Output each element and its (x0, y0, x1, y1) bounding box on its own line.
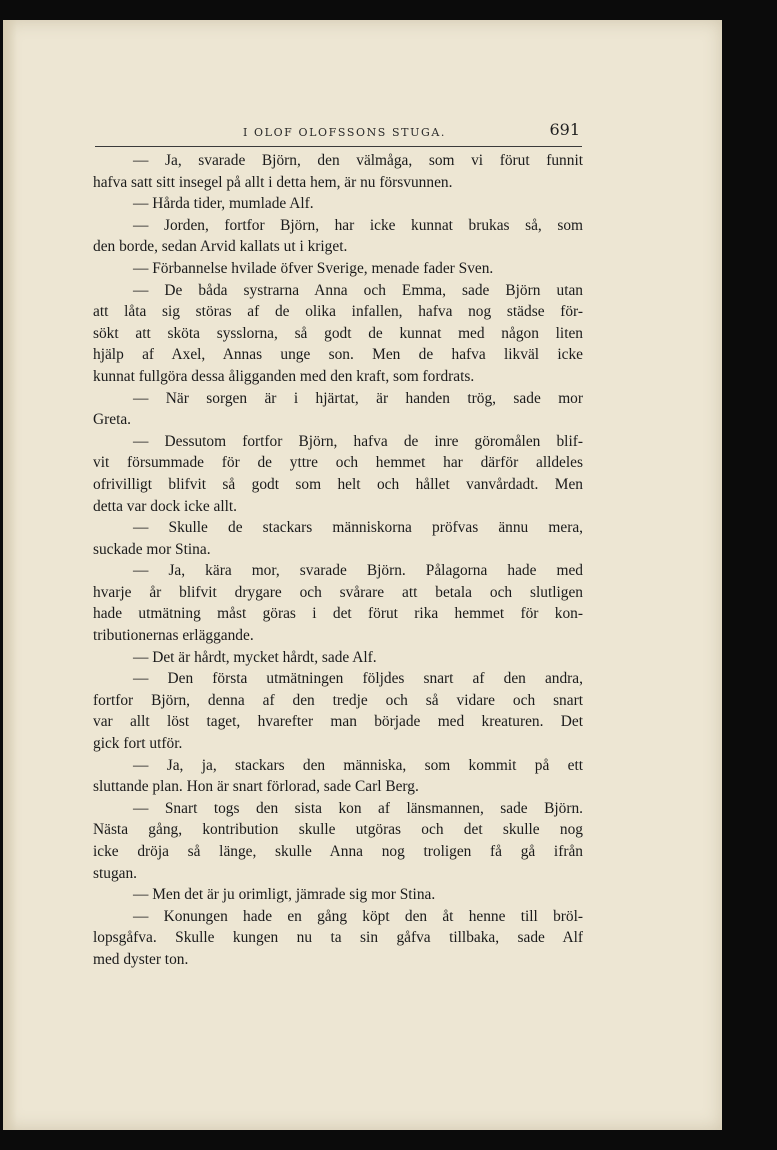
text-line: sökt att sköta sysslorna, så godt de kunnat med någon liten (93, 324, 583, 342)
text-line: hjälp af Axel, Annas unge son. Men de hafva likväl icke (93, 346, 583, 364)
text-line: — Men det är ju orimligt, jämrade sig mor Stina. (133, 886, 436, 904)
text-line: — Ja, ja, stackars den människa, som kommit på ett (133, 756, 583, 774)
page-number: 691 (549, 120, 580, 139)
text-line: — Dessutom fortfor Björn, hafva de inre göromålen blif- (133, 432, 583, 450)
text-line: hade utmätning måst göras i det förut rika hemmet för kon- (93, 605, 583, 623)
text-line: kunnat fullgöra dessa åligganden med den kraft, som fordrats. (93, 367, 475, 385)
book-page (3, 20, 722, 1130)
text-line: — Konungen hade en gång köpt den åt henne till bröl- (133, 907, 583, 925)
text-line: Greta. (93, 411, 132, 429)
text-line: hafva satt sitt insegel på allt i detta hem, är nu försvunnen. (93, 173, 453, 191)
text-line: suckade mor Stina. (93, 540, 211, 558)
text-line: Nästa gång, kontribution skulle utgöras och det skulle nog (93, 821, 583, 839)
text-line: — Hårda tider, mumlade Alf. (133, 195, 314, 213)
text-line: att låta sig störas af de olika infallen, hafva nog städse för- (93, 303, 583, 321)
gutter-shadow (3, 20, 17, 1130)
running-title: I OLOF OLOFSSONS STUGA. (243, 126, 447, 139)
text-line: — Ja, kära mor, svarade Björn. Pålagorna hade med (133, 562, 583, 580)
text-line: var allt löst taget, hvarefter man började med kreaturen. Det (93, 713, 583, 731)
text-line: — De båda systrarna Anna och Emma, sade Björn utan (133, 281, 583, 299)
text-line: lopsgåfva. Skulle kungen nu ta sin gåfva tillbaka, sade Alf (93, 929, 583, 947)
text-line: den borde, sedan Arvid kallats ut i kriget. (93, 238, 348, 256)
text-line: — Det är hårdt, mycket hårdt, sade Alf. (133, 648, 377, 666)
text-line: — Jorden, fortfor Björn, har icke kunnat brukas så, som (133, 216, 583, 234)
text-line: gick fort utför. (93, 735, 183, 753)
text-line: hvarje år blifvit drygare och svårare att betala och slutligen (93, 583, 583, 601)
body-text (93, 150, 583, 971)
text-line: — Ja, svarade Björn, den välmåga, som vi förut funnit (133, 152, 583, 169)
text-line: fortfor Björn, denna af den tredje och så vidare och snart (93, 691, 583, 709)
text-line: — Den första utmätningen följdes snart af den andra, (133, 670, 583, 688)
text-line: — Förbannelse hvilade öfver Sverige, menade fader Sven. (133, 259, 494, 277)
running-head (95, 120, 582, 147)
text-line: detta var dock icke allt. (93, 497, 238, 515)
text-line: tributionernas erläggande. (93, 627, 254, 645)
text-line: sluttande plan. Hon är snart förlorad, sade Carl Berg. (93, 778, 419, 796)
text-line: stugan. (93, 864, 138, 882)
text-line: med dyster ton. (93, 950, 189, 968)
text-line: — När sorgen är i hjärtat, är handen trög, sade mor (133, 389, 583, 407)
text-line: icke dröja så länge, skulle Anna nog troligen få gå ifrån (93, 843, 583, 860)
text-line: ofrivilligt blifvit så godt som helt och hållet vanvårdadt. Men (93, 475, 583, 493)
text-line: vit försummade för de yttre och hemmet har därför alldeles (93, 454, 583, 472)
text-line: — Snart togs den sista kon af länsmannen, sade Björn. (133, 799, 583, 817)
text-line: — Skulle de stackars människorna pröfvas ännu mera, (133, 519, 583, 537)
